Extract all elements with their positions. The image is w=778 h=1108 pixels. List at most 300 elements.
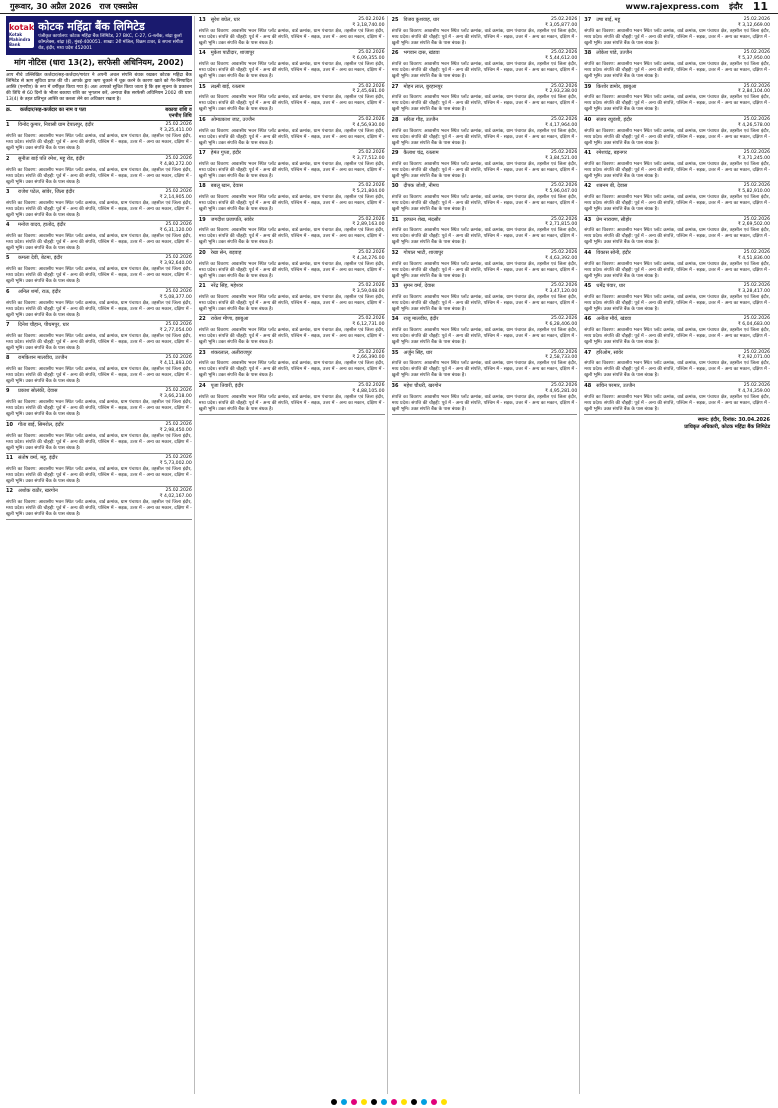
bank-address: पंजीकृत कार्यालय: कोटक महिंद्रा बैंक लिमिटेड, 27 BKC, C-27, G-ब्लॉक, बांद्रा कुर्ला कॉम्प्लेक्स, बांद्रा (ई), मुंबई-400051. शाखा: 2री मंजिल, विक्रम टावर, 8 सपना संगीता रोड, इंदौर, मध्य प्रदेश 452001 <box>38 34 184 51</box>
due-amount: ₹ 3,92,640.00 <box>159 261 192 267</box>
due-amount: ₹ 2,14,905.00 <box>159 194 192 200</box>
registration-dot <box>421 1099 427 1105</box>
borrower-name: प्रकाश सोलंकी, देवास <box>18 388 58 395</box>
npa-date: 25.02.2026 <box>743 382 770 388</box>
entry-number: 42 <box>584 183 592 190</box>
column-2 <box>199 16 388 1094</box>
npa-date: 25.02.2026 <box>165 155 192 161</box>
npa-date: 25.02.2026 <box>165 188 192 194</box>
property-description: संपत्ति का विवरण: आवासीय भवन स्थित प्लॉट क्रमांक, वार्ड क्रमांक, ग्राम पंचायत क्षेत्र, तहसील एवं जिला इंदौर, मध्य प्रदेश। संपत्ति की चौहद्दी: पूर्व में - अन्य की संपत्ति, पश्चिम में - सड़क, उत्तर में - अन्य का मकान, दक्षिण में - खुली भूमि। उक्त संपत्ति बैंक के पास बंधक है। <box>391 328 578 346</box>
registration-dot <box>351 1099 357 1105</box>
entry-number: 11 <box>6 454 13 461</box>
property-description: संपत्ति का विवरण: आवासीय भवन स्थित प्लॉट क्रमांक, वार्ड क्रमांक, ग्राम पंचायत क्षेत्र, तहसील एवं जिला इंदौर, मध्य प्रदेश। संपत्ति की चौहद्दी: पूर्व में - अन्य की संपत्ति, पश्चिम में - सड़क, उत्तर में - अन्य का मकान, दक्षिण में - खुली भूमि। उक्त संपत्ति बैंक के पास बंधक है। <box>6 234 192 252</box>
entry-number: 35 <box>391 349 399 356</box>
table-header <box>6 105 192 121</box>
due-amount: ₹ 2,92,071.00 <box>737 355 770 361</box>
npa-date: 25.02.2026 <box>165 255 192 261</box>
borrower-name: अर्जुन सिंह, धार <box>403 349 433 356</box>
notice-entry <box>199 216 385 249</box>
registration-dot <box>361 1099 367 1105</box>
npa-date: 25.02.2026 <box>165 288 192 294</box>
header-paper: राज एक्सप्रेस <box>99 2 138 11</box>
borrower-name: बबलू खान, देवास <box>210 183 243 190</box>
due-amount: ₹ 4,02,167.00 <box>159 494 192 500</box>
npa-date: 25.02.2026 <box>743 316 770 322</box>
property-description: संपत्ति का विवरण: आवासीय भवन स्थित प्लॉट क्रमांक, वार्ड क्रमांक, ग्राम पंचायत क्षेत्र, तहसील एवं जिला इंदौर, मध्य प्रदेश। संपत्ति की चौहद्दी: पूर्व में - अन्य की संपत्ति, पश्चिम में - सड़क, उत्तर में - अन्य का मकान, दक्षिण में - खुली भूमि। उक्त संपत्ति बैंक के पास बंधक है। <box>584 195 770 213</box>
due-amount: ₹ 3,18,740.00 <box>352 22 385 28</box>
borrower-name: अनिल शर्मा, राऊ, इंदौर <box>18 288 61 295</box>
property-description: संपत्ति का विवरण: आवासीय भवन स्थित प्लॉट क्रमांक, वार्ड क्रमांक, ग्राम पंचायत क्षेत्र, तहसील एवं जिला इंदौर, मध्य प्रदेश। संपत्ति की चौहद्दी: पूर्व में - अन्य की संपत्ति, पश्चिम में - सड़क, उत्तर में - अन्य का मकान, दक्षिण में - खुली भूमि। उक्त संपत्ति बैंक के पास बंधक है। <box>6 333 192 351</box>
notice-entry <box>199 315 385 348</box>
due-amount: ₹ 2,58,733.00 <box>545 355 578 361</box>
property-description: संपत्ति का विवरण: आवासीय भवन स्थित प्लॉट क्रमांक, वार्ड क्रमांक, ग्राम पंचायत क्षेत्र, तहसील एवं जिला इंदौर, मध्य प्रदेश। संपत्ति की चौहद्दी: पूर्व में - अन्य की संपत्ति, पश्चिम में - सड़क, उत्तर में - अन्य का मकान, दक्षिण में - खुली भूमि। उक्त संपत्ति बैंक के पास बंधक है। <box>584 294 770 312</box>
notice-entry <box>392 249 578 282</box>
page-header <box>0 0 778 14</box>
borrower-name: सचिन परमार, उज्जैन <box>596 382 635 389</box>
npa-date: 25.02.2026 <box>743 116 770 122</box>
borrower-name: पूजा तिवारी, इंदौर <box>210 382 244 389</box>
entry-number: 31 <box>391 216 399 223</box>
npa-date: 25.02.2026 <box>550 83 578 89</box>
borrower-name: सुरेश बघेल, धार <box>210 17 240 23</box>
notice-entry <box>392 216 578 249</box>
borrower-name: दीपक जोशी, नीमच <box>403 183 439 190</box>
property-description: संपत्ति का विवरण: आवासीय भवन स्थित प्लॉट क्रमांक, वार्ड क्रमांक, ग्राम पंचायत क्षेत्र, तहसील एवं जिला इंदौर, मध्य प्रदेश। संपत्ति की चौहद्दी: पूर्व में - अन्य की संपत्ति, पश्चिम में - सड़क, उत्तर में - अन्य का मकान, दक्षिण में - खुली भूमि। उक्त संपत्ति बैंक के पास बंधक है। <box>391 228 578 246</box>
due-amount: ₹ 2,66,390.00 <box>352 355 385 361</box>
entry-number: 18 <box>198 183 206 190</box>
due-amount: ₹ 3,05,877.00 <box>545 22 578 28</box>
borrower-name: विनोद कुमार, निवासी ग्राम देपालपुर, इंदौर <box>18 122 94 129</box>
entry-number: 23 <box>198 349 206 356</box>
npa-date: 25.02.2026 <box>165 222 192 228</box>
borrower-name: भगवान दास, खंडवा <box>403 50 440 57</box>
entry-number: 15 <box>198 83 206 90</box>
entry-number: 27 <box>391 83 399 90</box>
npa-date: 25.02.2026 <box>550 249 578 255</box>
notice-entry <box>6 121 192 154</box>
notice-entry <box>199 382 385 415</box>
borrower-name: विकास सोनी, इंदौर <box>596 249 631 256</box>
notice-entry <box>199 49 385 82</box>
borrower-name: प्रेम नारायण, सीहोर <box>596 216 632 223</box>
property-description: संपत्ति का विवरण: आवासीय भवन स्थित प्लॉट क्रमांक, वार्ड क्रमांक, ग्राम पंचायत क्षेत्र, तहसील एवं जिला इंदौर, मध्य प्रदेश। संपत्ति की चौहद्दी: पूर्व में - अन्य की संपत्ति, पश्चिम में - सड़क, उत्तर में - अन्य का मकान, दक्षिण में - खुली भूमि। उक्त संपत्ति बैंक के पास बंधक है। <box>391 261 578 279</box>
registration-dot <box>391 1099 397 1105</box>
npa-date: 25.02.2026 <box>358 150 385 155</box>
notice-entry <box>584 16 770 49</box>
borrower-name: रमेशचंद्र, बड़नगर <box>596 150 627 156</box>
entry-number: 32 <box>391 249 399 256</box>
entry-number: 33 <box>391 283 399 289</box>
property-description: संपत्ति का विवरण: आवासीय भवन स्थित प्लॉट क्रमांक, वार्ड क्रमांक, ग्राम पंचायत क्षेत्र, तहसील एवं जिला इंदौर, मध्य प्रदेश। संपत्ति की चौहद्दी: पूर्व में - अन्य की संपत्ति, पश्चिम में - सड़क, उत्तर में - अन्य का मकान, दक्षिण में - खुली भूमि। उक्त संपत्ति बैंक के पास बंधक है। <box>391 95 578 113</box>
entry-number: 44 <box>584 249 592 256</box>
property-description: संपत्ति का विवरण: आवासीय भवन स्थित प्लॉट क्रमांक, वार्ड क्रमांक, ग्राम पंचायत क्षेत्र, तहसील एवं जिला इंदौर, मध्य प्रदेश। संपत्ति की चौहद्दी: पूर्व में - अन्य की संपत्ति, पश्चिम में - सड़क, उत्तर में - अन्य का मकान, दक्षिण में - खुली भूमि। उक्त संपत्ति बैंक के पास बंधक है। <box>198 62 385 80</box>
notice-entry <box>392 49 578 82</box>
property-description: संपत्ति का विवरण: आवासीय भवन स्थित प्लॉट क्रमांक, वार्ड क्रमांक, ग्राम पंचायत क्षेत्र, तहसील एवं जिला इंदौर, मध्य प्रदेश। संपत्ति की चौहद्दी: पूर्व में - अन्य की संपत्ति, पश्चिम में - सड़क, उत्तर में - अन्य का मकान, दक्षिण में - खुली भूमि। उक्त संपत्ति बैंक के पास बंधक है। <box>391 161 578 179</box>
notice-entry <box>6 321 192 354</box>
npa-date: 25.02.2026 <box>358 183 385 189</box>
npa-date: 25.02.2026 <box>165 421 192 427</box>
borrower-name: संजय रघुवंशी, इंदौर <box>596 116 632 123</box>
borrower-name: जगदीश प्रजापति, सांवेर <box>210 216 254 223</box>
due-amount: ₹ 4,11,893.00 <box>159 361 192 367</box>
property-description: संपत्ति का विवरण: आवासीय भवन स्थित प्लॉट क्रमांक, वार्ड क्रमांक, ग्राम पंचायत क्षेत्र, तहसील एवं जिला इंदौर, मध्य प्रदेश। संपत्ति की चौहद्दी: पूर्व में - अन्य की संपत्ति, पश्चिम में - सड़क, उत्तर में - अन्य का मकान, दक्षिण में - खुली भूमि। उक्त संपत्ति बैंक के पास बंधक है। <box>198 28 385 46</box>
notice-entry <box>6 354 192 387</box>
property-description: संपत्ति का विवरण: आवासीय भवन स्थित प्लॉट क्रमांक, वार्ड क्रमांक, ग्राम पंचायत क्षेत्र, तहसील एवं जिला इंदौर, मध्य प्रदेश। संपत्ति की चौहद्दी: पूर्व में - अन्य की संपत्ति, पश्चिम में - सड़क, उत्तर में - अन्य का मकान, दक्षिण में - खुली भूमि। उक्त संपत्ति बैंक के पास बंधक है। <box>6 300 192 318</box>
notice-entry <box>584 349 770 382</box>
property-description: संपत्ति का विवरण: आवासीय भवन स्थित प्लॉट क्रमांक, वार्ड क्रमांक, ग्राम पंचायत क्षेत्र, तहसील एवं जिला इंदौर, मध्य प्रदेश। संपत्ति की चौहद्दी: पूर्व में - अन्य की संपत्ति, पश्चिम में - सड़क, उत्तर में - अन्य का मकान, दक्षिण में - खुली भूमि। उक्त संपत्ति बैंक के पास बंधक है। <box>198 128 385 146</box>
property-description: संपत्ति का विवरण: आवासीय भवन स्थित प्लॉट क्रमांक, वार्ड क्रमांक, ग्राम पंचायत क्षेत्र, तहसील एवं जिला इंदौर, मध्य प्रदेश। संपत्ति की चौहद्दी: पूर्व में - अन्य की संपत्ति, पश्चिम में - सड़क, उत्तर में - अन्य का मकान, दक्षिण में - खुली भूमि। उक्त संपत्ति बैंक के पास बंधक है। <box>391 361 578 379</box>
notice-entry <box>199 349 385 382</box>
property-description: संपत्ति का विवरण: आवासीय भवन स्थित प्लॉट क्रमांक, वार्ड क्रमांक, ग्राम पंचायत क्षेत्र, तहसील एवं जिला इंदौर, मध्य प्रदेश। संपत्ति की चौहद्दी: पूर्व में - अन्य की संपत्ति, पश्चिम में - सड़क, उत्तर में - अन्य का मकान, दक्षिण में - खुली भूमि। उक्त संपत्ति बैंक के पास बंधक है। <box>6 400 192 418</box>
npa-date: 25.02.2026 <box>743 216 770 222</box>
due-amount: ₹ 4,95,281.00 <box>545 388 578 394</box>
npa-date: 25.02.2026 <box>358 50 385 56</box>
npa-date: 25.02.2026 <box>165 122 192 128</box>
bank-banner <box>6 16 192 55</box>
property-description: संपत्ति का विवरण: आवासीय भवन स्थित प्लॉट क्रमांक, वार्ड क्रमांक, ग्राम पंचायत क्षेत्र, तहसील एवं जिला इंदौर, मध्य प्रदेश। संपत्ति की चौहद्दी: पूर्व में - अन्य की संपत्ति, पश्चिम में - सड़क, उत्तर में - अन्य का मकान, दक्षिण में - खुली भूमि। उक्त संपत्ति बैंक के पास बंधक है। <box>584 62 770 80</box>
property-description: संपत्ति का विवरण: आवासीय भवन स्थित प्लॉट क्रमांक, वार्ड क्रमांक, ग्राम पंचायत क्षेत्र, तहसील एवं जिला इंदौर, मध्य प्रदेश। संपत्ति की चौहद्दी: पूर्व में - अन्य की संपत्ति, पश्चिम में - सड़क, उत्तर में - अन्य का मकान, दक्षिण में - खुली भूमि। उक्त संपत्ति बैंक के पास बंधक है। <box>198 294 385 312</box>
notice-entry <box>584 149 770 182</box>
notice-entry <box>199 149 385 182</box>
notice-entry <box>584 116 770 149</box>
notice-entry <box>392 16 578 49</box>
registration-dot <box>381 1099 387 1105</box>
property-description: संपत्ति का विवरण: आवासीय भवन स्थित प्लॉट क्रमांक, वार्ड क्रमांक, ग्राम पंचायत क्षेत्र, तहसील एवं जिला इंदौर, मध्य प्रदेश। संपत्ति की चौहद्दी: पूर्व में - अन्य की संपत्ति, पश्चिम में - सड़क, उत्तर में - अन्य का मकान, दक्षिण में - खुली भूमि। उक्त संपत्ति बैंक के पास बंधक है। <box>6 500 192 518</box>
registration-dot <box>341 1099 347 1105</box>
due-amount: ₹ 2,77,054.00 <box>159 327 192 333</box>
property-description: संपत्ति का विवरण: आवासीय भवन स्थित प्लॉट क्रमांक, वार्ड क्रमांक, ग्राम पंचायत क्षेत्र, तहसील एवं जिला इंदौर, मध्य प्रदेश। संपत्ति की चौहद्दी: पूर्व में - अन्य की संपत्ति, पश्चिम में - सड़क, उत्तर में - अन्य का मकान, दक्षिण में - खुली भूमि। उक्त संपत्ति बैंक के पास बंधक है। <box>6 167 192 185</box>
entry-number: 3 <box>6 188 10 195</box>
borrower-name: इरफान शेख, मंदसौर <box>403 216 441 223</box>
npa-date: 25.02.2026 <box>165 321 192 327</box>
kotak-logo: kotak Kotak Mahindra Bank <box>9 23 35 48</box>
notice-entry <box>392 282 578 315</box>
property-description: संपत्ति का विवरण: आवासीय भवन स्थित प्लॉट क्रमांक, वार्ड क्रमांक, ग्राम पंचायत क्षेत्र, तहसील एवं जिला इंदौर, मध्य प्रदेश। संपत्ति की चौहद्दी: पूर्व में - अन्य की संपत्ति, पश्चिम में - सड़क, उत्तर में - अन्य का मकान, दक्षिण में - खुली भूमि। उक्त संपत्ति बैंक के पास बंधक है। <box>584 95 770 113</box>
borrower-name: राजू मालवीय, इंदौर <box>403 316 439 323</box>
due-amount: ₹ 4,51,836.00 <box>737 255 770 261</box>
npa-date: 25.02.2026 <box>550 382 578 388</box>
notice-entry <box>584 182 770 215</box>
npa-date: 25.02.2026 <box>358 216 385 222</box>
notice-title: मांग नोटिस (धारा 13(2), सरफेसी अधिनियम, 2002) <box>6 55 192 71</box>
npa-date: 25.02.2026 <box>165 488 192 494</box>
notice-entry <box>6 387 192 420</box>
due-amount: ₹ 6,04,683.00 <box>737 322 770 328</box>
entry-number: 45 <box>584 283 592 289</box>
borrower-name: कैलाश चंद्र, रतलाम <box>403 150 439 156</box>
npa-date: 25.02.2026 <box>550 150 578 155</box>
due-amount: ₹ 2,89,163.00 <box>352 222 385 228</box>
npa-date: 25.02.2026 <box>358 17 385 22</box>
borrower-name: राकेश मीणा, झाबुआ <box>210 316 249 323</box>
bank-name: कोटक महिंद्रा बैंक लिमिटेड <box>38 20 145 33</box>
property-description: संपत्ति का विवरण: आवासीय भवन स्थित प्लॉट क्रमांक, वार्ड क्रमांक, ग्राम पंचायत क्षेत्र, तहसील एवं जिला इंदौर, मध्य प्रदेश। संपत्ति की चौहद्दी: पूर्व में - अन्य की संपत्ति, पश्चिम में - सड़क, उत्तर में - अन्य का मकान, दक्षिण में - खुली भूमि। उक्त संपत्ति बैंक के पास बंधक है। <box>584 228 770 246</box>
npa-date: 25.02.2026 <box>358 316 385 322</box>
due-amount: ₹ 4,88,105.00 <box>352 388 385 394</box>
property-description: संपत्ति का विवरण: आवासीय भवन स्थित प्लॉट क्रमांक, वार्ड क्रमांक, ग्राम पंचायत क्षेत्र, तहसील एवं जिला इंदौर, मध्य प्रदेश। संपत्ति की चौहद्दी: पूर्व में - अन्य की संपत्ति, पश्चिम में - सड़क, उत्तर में - अन्य का मकान, दक्षिण में - खुली भूमि। उक्त संपत्ति बैंक के पास बंधक है। <box>198 161 385 179</box>
borrower-name: अनीता मौर्य, खंडवा <box>596 316 632 323</box>
borrower-name: हरिओम, सांवेर <box>596 349 624 356</box>
property-description: संपत्ति का विवरण: आवासीय भवन स्थित प्लॉट क्रमांक, वार्ड क्रमांक, ग्राम पंचायत क्षेत्र, तहसील एवं जिला इंदौर, मध्य प्रदेश। संपत्ति की चौहद्दी: पूर्व में - अन्य की संपत्ति, पश्चिम में - सड़क, उत्तर में - अन्य का मकान, दक्षिण में - खुली भूमि। उक्त संपत्ति बैंक के पास बंधक है। <box>198 361 385 379</box>
notice-entry <box>392 382 578 415</box>
property-description: संपत्ति का विवरण: आवासीय भवन स्थित प्लॉट क्रमांक, वार्ड क्रमांक, ग्राम पंचायत क्षेत्र, तहसील एवं जिला इंदौर, मध्य प्रदेश। संपत्ति की चौहद्दी: पूर्व में - अन्य की संपत्ति, पश्चिम में - सड़क, उत्तर में - अन्य का मकान, दक्षिण में - खुली भूमि। उक्त संपत्ति बैंक के पास बंधक है। <box>198 328 385 346</box>
property-description: संपत्ति का विवरण: आवासीय भवन स्थित प्लॉट क्रमांक, वार्ड क्रमांक, ग्राम पंचायत क्षेत्र, तहसील एवं जिला इंदौर, मध्य प्रदेश। संपत्ति की चौहद्दी: पूर्व में - अन्य की संपत्ति, पश्चिम में - सड़क, उत्तर में - अन्य का मकान, दक्षिण में - खुली भूमि। उक्त संपत्ति बैंक के पास बंधक है। <box>6 466 192 484</box>
header-website[interactable]: www.rajexpress.com <box>625 2 720 11</box>
notice-entry <box>584 49 770 82</box>
npa-date: 25.02.2026 <box>550 216 578 222</box>
borrower-name: रेखा सेन, बड़वाह <box>210 249 242 256</box>
borrower-name: सुमन वर्मा, देवास <box>403 283 435 289</box>
due-amount: ₹ 5,96,047.00 <box>545 189 578 195</box>
due-amount: ₹ 5,08,377.00 <box>159 294 192 300</box>
registration-dot <box>411 1099 417 1105</box>
header-date: गुरूवार, 30 अप्रैल 2026 <box>10 2 92 11</box>
entry-number: 7 <box>6 321 10 328</box>
registration-dot <box>371 1099 377 1105</box>
npa-date: 25.02.2026 <box>358 349 385 355</box>
npa-date: 25.02.2026 <box>358 249 385 255</box>
entry-number: 4 <box>6 222 10 229</box>
borrower-name: हेमंत गुप्ता, इंदौर <box>210 150 241 156</box>
entry-number: 41 <box>584 150 592 156</box>
npa-date: 25.02.2026 <box>743 283 770 288</box>
property-description: संपत्ति का विवरण: आवासीय भवन स्थित प्लॉट क्रमांक, वार्ड क्रमांक, ग्राम पंचायत क्षेत्र, तहसील एवं जिला इंदौर, मध्य प्रदेश। संपत्ति की चौहद्दी: पूर्व में - अन्य की संपत्ति, पश्चिम में - सड़क, उत्तर में - अन्य का मकान, दक्षिण में - खुली भूमि। उक्त संपत्ति बैंक के पास बंधक है। <box>584 261 770 279</box>
entry-number: 13 <box>198 17 206 23</box>
due-amount: ₹ 2,45,681.00 <box>352 89 385 95</box>
property-description: संपत्ति का विवरण: आवासीय भवन स्थित प्लॉट क्रमांक, वार्ड क्रमांक, ग्राम पंचायत क्षेत्र, तहसील एवं जिला इंदौर, मध्य प्रदेश। संपत्ति की चौहद्दी: पूर्व में - अन्य की संपत्ति, पश्चिम में - सड़क, उत्तर में - अन्य का मकान, दक्षिण में - खुली भूमि। उक्त संपत्ति बैंक के पास बंधक है। <box>391 128 578 146</box>
borrower-name: ओमप्रकाश जाट, उज्जैन <box>210 116 255 123</box>
due-amount: ₹ 2,71,815.00 <box>545 222 578 228</box>
due-amount: ₹ 3,12,669.00 <box>737 22 770 28</box>
registration-dot <box>431 1099 437 1105</box>
property-description: संपत्ति का विवरण: आवासीय भवन स्थित प्लॉट क्रमांक, वार्ड क्रमांक, ग्राम पंचायत क्षेत्र, तहसील एवं जिला इंदौर, मध्य प्रदेश। संपत्ति की चौहद्दी: पूर्व में - अन्य की संपत्ति, पश्चिम में - सड़क, उत्तर में - अन्य का मकान, दक्षिण में - खुली भूमि। उक्त संपत्ति बैंक के पास बंधक है। <box>391 394 578 412</box>
property-description: संपत्ति का विवरण: आवासीय भवन स्थित प्लॉट क्रमांक, वार्ड क्रमांक, ग्राम पंचायत क्षेत्र, तहसील एवं जिला इंदौर, मध्य प्रदेश। संपत्ति की चौहद्दी: पूर्व में - अन्य की संपत्ति, पश्चिम में - सड़क, उत्तर में - अन्य का मकान, दक्षिण में - खुली भूमि। उक्त संपत्ति बैंक के पास बंधक है। <box>6 367 192 385</box>
notice-entry <box>199 182 385 215</box>
npa-date: 25.02.2026 <box>550 283 578 288</box>
notice-entry <box>392 83 578 116</box>
notice-entry <box>584 382 770 415</box>
npa-date: 25.02.2026 <box>358 382 385 388</box>
due-amount: ₹ 3,77,512.00 <box>352 155 385 161</box>
npa-date: 25.02.2026 <box>743 349 770 355</box>
borrower-name: विजय कुशवाह, धार <box>403 17 440 23</box>
due-amount: ₹ 2,98,450.00 <box>159 427 192 433</box>
borrower-name: नरेंद्र सिंह, महेश्वर <box>210 283 243 289</box>
notice-intro: आप नीचे उल्लिखित कर्जदार/सह-कर्जदार/गारंटर ने अपनी अचल संपत्ति बंधक रखकर कोटक महिंद्रा बैंक लिमिटेड से ऋण सुविधा प्राप्त की थी। आपके द्वारा ऋण चुकाने में चूक करने के कारण खाते को गैर-निष्पादित आस्ति (एनपीए) के रूप में वर्गीकृत किया गया है। अतः आपको सूचित किया जाता है कि इस सूचना के प्रकाशन की तिथि से 60 दिनों के भीतर बकाया राशि का भुगतान करें, अन्यथा बैंक सरफेसी अधिनियम 2002 की धारा 13(4) के तहत प्रतिभूत आस्ति का कब्जा लेने का अधिकार रखता है। <box>6 72 192 103</box>
npa-date: 25.02.2026 <box>743 17 770 22</box>
due-amount: ₹ 3,25,411.00 <box>159 128 192 134</box>
notice-entry <box>6 454 192 487</box>
borrower-name: लक्ष्मी बाई, रतलाम <box>210 83 245 90</box>
property-description: संपत्ति का विवरण: आवासीय भवन स्थित प्लॉट क्रमांक, वार्ड क्रमांक, ग्राम पंचायत क्षेत्र, तहसील एवं जिला इंदौर, मध्य प्रदेश। संपत्ति की चौहद्दी: पूर्व में - अन्य की संपत्ति, पश्चिम में - सड़क, उत्तर में - अन्य का मकान, दक्षिण में - खुली भूमि। उक्त संपत्ति बैंक के पास बंधक है। <box>391 294 578 312</box>
entry-number: 46 <box>584 316 592 323</box>
notice-entry <box>199 249 385 282</box>
due-amount: ₹ 2,93,238.00 <box>545 89 578 95</box>
column-1 <box>6 16 195 1094</box>
npa-date: 25.02.2026 <box>550 116 578 122</box>
notice-entry <box>584 282 770 315</box>
notice-entry <box>392 116 578 149</box>
npa-date: 25.02.2026 <box>743 50 770 56</box>
borrower-name: किशोर डामोर, झाबुआ <box>596 83 637 90</box>
npa-date: 25.02.2026 <box>743 150 770 155</box>
entry-number: 14 <box>198 50 206 57</box>
borrower-name: गोपाल भाटी, शाजापुर <box>403 249 444 256</box>
entry-number: 22 <box>198 316 206 323</box>
header-city: इंदौर <box>729 2 743 11</box>
notice-entry <box>392 349 578 382</box>
due-amount: ₹ 3,71,245.00 <box>737 155 770 161</box>
property-description: संपत्ति का विवरण: आवासीय भवन स्थित प्लॉट क्रमांक, वार्ड क्रमांक, ग्राम पंचायत क्षेत्र, तहसील एवं जिला इंदौर, मध्य प्रदेश। संपत्ति की चौहद्दी: पूर्व में - अन्य की संपत्ति, पश्चिम में - सड़क, उत्तर में - अन्य का मकान, दक्षिण में - खुली भूमि। उक्त संपत्ति बैंक के पास बंधक है। <box>198 261 385 279</box>
due-amount: ₹ 3,28,417.00 <box>737 288 770 294</box>
property-description: संपत्ति का विवरण: आवासीय भवन स्थित प्लॉट क्रमांक, वार्ड क्रमांक, ग्राम पंचायत क्षेत्र, तहसील एवं जिला इंदौर, मध्य प्रदेश। संपत्ति की चौहद्दी: पूर्व में - अन्य की संपत्ति, पश्चिम में - सड़क, उत्तर में - अन्य का मकान, दक्षिण में - खुली भूमि। उक्त संपत्ति बैंक के पास बंधक है। <box>584 28 770 46</box>
npa-date: 25.02.2026 <box>550 17 578 22</box>
due-amount: ₹ 4,74,359.00 <box>737 388 770 394</box>
property-description: संपत्ति का विवरण: आवासीय भवन स्थित प्लॉट क्रमांक, वार्ड क्रमांक, ग्राम पंचायत क्षेत्र, तहसील एवं जिला इंदौर, मध्य प्रदेश। संपत्ति की चौहद्दी: पूर्व में - अन्य की संपत्ति, पश्चिम में - सड़क, उत्तर में - अन्य का मकान, दक्षिण में - खुली भूमि। उक्त संपत्ति बैंक के पास बंधक है। <box>198 95 385 113</box>
due-amount: ₹ 4,56,930.00 <box>352 122 385 128</box>
entry-number: 16 <box>198 116 206 123</box>
notice-entry <box>392 149 578 182</box>
entry-number: 2 <box>6 155 10 162</box>
entry-number: 19 <box>198 216 206 223</box>
due-amount: ₹ 4,26,578.00 <box>737 122 770 128</box>
due-amount: ₹ 6,12,731.00 <box>352 322 385 328</box>
entry-number: 37 <box>584 17 592 23</box>
notice-entry <box>6 221 192 254</box>
notice-page <box>6 16 772 1094</box>
entry-number: 10 <box>6 421 13 428</box>
entry-number: 28 <box>391 116 399 123</box>
borrower-name: मुकेश पाटीदार, शाजापुर <box>210 50 255 57</box>
npa-date: 25.02.2026 <box>165 388 192 394</box>
registration-dot <box>331 1099 337 1105</box>
due-amount: ₹ 2,84,104.00 <box>737 89 770 95</box>
notice-entry <box>6 487 192 520</box>
borrower-name: कमला देवी, बेटमा, इंदौर <box>18 255 63 262</box>
property-description: संपत्ति का विवरण: आवासीय भवन स्थित प्लॉट क्रमांक, वार्ड क्रमांक, ग्राम पंचायत क्षेत्र, तहसील एवं जिला इंदौर, मध्य प्रदेश। संपत्ति की चौहद्दी: पूर्व में - अन्य की संपत्ति, पश्चिम में - सड़क, उत्तर में - अन्य का मकान, दक्षिण में - खुली भूमि। उक्त संपत्ति बैंक के पास बंधक है। <box>584 361 770 379</box>
property-description: संपत्ति का विवरण: आवासीय भवन स्थित प्लॉट क्रमांक, वार्ड क्रमांक, ग्राम पंचायत क्षेत्र, तहसील एवं जिला इंदौर, मध्य प्रदेश। संपत्ति की चौहद्दी: पूर्व में - अन्य की संपत्ति, पश्चिम में - सड़क, उत्तर में - अन्य का मकान, दक्षिण में - खुली भूमि। उक्त संपत्ति बैंक के पास बंधक है। <box>391 28 578 46</box>
entry-number: 40 <box>584 116 592 123</box>
entry-number: 39 <box>584 83 592 90</box>
notice-entry <box>6 188 192 221</box>
notice-entry <box>6 254 192 287</box>
borrower-name: राजेश पटेल, सांवेर, जिला इंदौर <box>18 188 75 195</box>
registration-dot <box>401 1099 407 1105</box>
property-description: संपत्ति का विवरण: आवासीय भवन स्थित प्लॉट क्रमांक, वार्ड क्रमांक, ग्राम पंचायत क्षेत्र, तहसील एवं जिला इंदौर, मध्य प्रदेश। संपत्ति की चौहद्दी: पूर्व में - अन्य की संपत्ति, पश्चिम में - सड़क, उत्तर में - अन्य का मकान, दक्षिण में - खुली भूमि। उक्त संपत्ति बैंक के पास बंधक है। <box>391 195 578 213</box>
col-amount: बकाया राशि व एनपीए तिथि <box>165 107 192 120</box>
col-no: क्र. <box>6 107 12 114</box>
entry-number: 34 <box>391 316 399 323</box>
borrower-name: सुनीता बाई पति रमेश, महू रोड, इंदौर <box>18 155 85 162</box>
due-amount: ₹ 6,09,355.00 <box>352 56 385 62</box>
page-number: 11 <box>752 0 768 13</box>
registration-dot <box>441 1099 447 1105</box>
npa-date: 25.02.2026 <box>550 50 578 56</box>
entry-number: 17 <box>198 150 206 156</box>
property-description: संपत्ति का विवरण: आवासीय भवन स्थित प्लॉट क्रमांक, वार्ड क्रमांक, ग्राम पंचायत क्षेत्र, तहसील एवं जिला इंदौर, मध्य प्रदेश। संपत्ति की चौहद्दी: पूर्व में - अन्य की संपत्ति, पश्चिम में - सड़क, उत्तर में - अन्य का मकान, दक्षिण में - खुली भूमि। उक्त संपत्ति बैंक के पास बंधक है। <box>391 62 578 80</box>
npa-date: 25.02.2026 <box>358 283 385 288</box>
borrower-name: संतोष वर्मा, महू, इंदौर <box>18 454 58 461</box>
borrower-name: धर्मेंद्र पंवार, धार <box>596 283 626 289</box>
due-amount: ₹ 6,31,120.00 <box>159 228 192 234</box>
entry-number: 25 <box>391 17 399 23</box>
notice-entry <box>199 16 385 49</box>
borrower-name: गीता बाई, सिमरोल, इंदौर <box>18 421 64 428</box>
property-description: संपत्ति का विवरण: आवासीय भवन स्थित प्लॉट क्रमांक, वार्ड क्रमांक, ग्राम पंचायत क्षेत्र, तहसील एवं जिला इंदौर, मध्य प्रदेश। संपत्ति की चौहद्दी: पूर्व में - अन्य की संपत्ति, पश्चिम में - सड़क, उत्तर में - अन्य का मकान, दक्षिण में - खुली भूमि। उक्त संपत्ति बैंक के पास बंधक है। <box>584 394 770 412</box>
due-amount: ₹ 3,66,218.00 <box>159 394 192 400</box>
due-amount: ₹ 3,84,521.00 <box>545 155 578 161</box>
property-description: संपत्ति का विवरण: आवासीय भवन स्थित प्लॉट क्रमांक, वार्ड क्रमांक, ग्राम पंचायत क्षेत्र, तहसील एवं जिला इंदौर, मध्य प्रदेश। संपत्ति की चौहद्दी: पूर्व में - अन्य की संपत्ति, पश्चिम में - सड़क, उत्तर में - अन्य का मकान, दक्षिण में - खुली भूमि। उक्त संपत्ति बैंक के पास बंधक है। <box>198 195 385 213</box>
closing-block <box>584 415 770 430</box>
borrower-name: दिनेश चौहान, पीथमपुर, धार <box>18 321 69 328</box>
borrower-name: शंकरलाल, अलीराजपुर <box>210 349 252 356</box>
notice-entry <box>6 155 192 188</box>
closing-signatory: प्राधिकृत अधिकारी, कोटक महिंद्रा बैंक लिमिटेड <box>684 423 770 430</box>
notice-entry <box>584 83 770 116</box>
notice-entry <box>392 315 578 348</box>
npa-date: 25.02.2026 <box>550 316 578 322</box>
entry-number: 1 <box>6 122 10 129</box>
due-amount: ₹ 5,73,002.00 <box>159 460 192 466</box>
due-amount: ₹ 4,17,964.00 <box>545 122 578 128</box>
entry-number: 8 <box>6 355 10 362</box>
due-amount: ₹ 6,28,406.00 <box>545 322 578 328</box>
due-amount: ₹ 5,44,612.00 <box>545 56 578 62</box>
due-amount: ₹ 5,21,804.00 <box>352 189 385 195</box>
npa-date: 25.02.2026 <box>743 83 770 89</box>
notice-entry <box>199 282 385 315</box>
npa-date: 25.02.2026 <box>165 454 192 460</box>
notice-entry <box>199 83 385 116</box>
entry-number: 48 <box>584 382 592 389</box>
property-description: संपत्ति का विवरण: आवासीय भवन स्थित प्लॉट क्रमांक, वार्ड क्रमांक, ग्राम पंचायत क्षेत्र, तहसील एवं जिला इंदौर, मध्य प्रदेश। संपत्ति की चौहद्दी: पूर्व में - अन्य की संपत्ति, पश्चिम में - सड़क, उत्तर में - अन्य का मकान, दक्षिण में - खुली भूमि। उक्त संपत्ति बैंक के पास बंधक है। <box>6 200 192 218</box>
property-description: संपत्ति का विवरण: आवासीय भवन स्थित प्लॉट क्रमांक, वार्ड क्रमांक, ग्राम पंचायत क्षेत्र, तहसील एवं जिला इंदौर, मध्य प्रदेश। संपत्ति की चौहद्दी: पूर्व में - अन्य की संपत्ति, पश्चिम में - सड़क, उत्तर में - अन्य का मकान, दक्षिण में - खुली भूमि। उक्त संपत्ति बैंक के पास बंधक है। <box>6 134 192 152</box>
column-4 <box>584 16 772 1094</box>
npa-date: 25.02.2026 <box>550 183 578 189</box>
property-description: संपत्ति का विवरण: आवासीय भवन स्थित प्लॉट क्रमांक, वार्ड क्रमांक, ग्राम पंचायत क्षेत्र, तहसील एवं जिला इंदौर, मध्य प्रदेश। संपत्ति की चौहद्दी: पूर्व में - अन्य की संपत्ति, पश्चिम में - सड़क, उत्तर में - अन्य का मकान, दक्षिण में - खुली भूमि। उक्त संपत्ति बैंक के पास बंधक है। <box>6 433 192 451</box>
npa-date: 25.02.2026 <box>743 183 770 189</box>
entry-number: 12 <box>6 488 13 495</box>
due-amount: ₹ 3,59,048.00 <box>352 288 385 294</box>
due-amount: ₹ 5,82,910.00 <box>737 189 770 195</box>
npa-date: 25.02.2026 <box>358 83 385 89</box>
notice-entry <box>392 182 578 215</box>
entry-number: 24 <box>198 382 206 389</box>
entry-number: 43 <box>584 216 592 223</box>
borrower-name: मनोज यादव, हातोद, इंदौर <box>18 222 66 229</box>
entry-number: 9 <box>6 388 10 395</box>
color-registration-dots <box>0 1096 778 1108</box>
due-amount: ₹ 5,37,950.00 <box>737 56 770 62</box>
npa-date: 25.02.2026 <box>743 249 770 255</box>
borrower-name: सरिता गौड़, उज्जैन <box>403 116 439 123</box>
column-3 <box>392 16 581 1094</box>
borrower-name: शबनम बी, देवास <box>596 183 628 190</box>
notice-entry <box>6 288 192 321</box>
borrower-name: उषा बाई, महू <box>596 17 621 23</box>
property-description: संपत्ति का विवरण: आवासीय भवन स्थित प्लॉट क्रमांक, वार्ड क्रमांक, ग्राम पंचायत क्षेत्र, तहसील एवं जिला इंदौर, मध्य प्रदेश। संपत्ति की चौहद्दी: पूर्व में - अन्य की संपत्ति, पश्चिम में - सड़क, उत्तर में - अन्य का मकान, दक्षिण में - खुली भूमि। उक्त संपत्ति बैंक के पास बंधक है। <box>584 128 770 146</box>
closing-place: स्थान: इंदौर, दिनांक: 30.04.2026 <box>697 417 770 423</box>
borrower-name: महेश चौधरी, खरगोन <box>403 382 442 389</box>
notice-entry <box>584 216 770 249</box>
notice-entry <box>584 315 770 348</box>
due-amount: ₹ 4,63,392.00 <box>545 255 578 261</box>
npa-date: 25.02.2026 <box>358 116 385 122</box>
entry-number: 29 <box>391 150 399 156</box>
borrower-name: अशोक राठौर, खरगोन <box>18 488 58 495</box>
npa-date: 25.02.2026 <box>165 355 192 361</box>
property-description: संपत्ति का विवरण: आवासीय भवन स्थित प्लॉट क्रमांक, वार्ड क्रमांक, ग्राम पंचायत क्षेत्र, तहसील एवं जिला इंदौर, मध्य प्रदेश। संपत्ति की चौहद्दी: पूर्व में - अन्य की संपत्ति, पश्चिम में - सड़क, उत्तर में - अन्य का मकान, दक्षिण में - खुली भूमि। उक्त संपत्ति बैंक के पास बंधक है। <box>6 267 192 285</box>
